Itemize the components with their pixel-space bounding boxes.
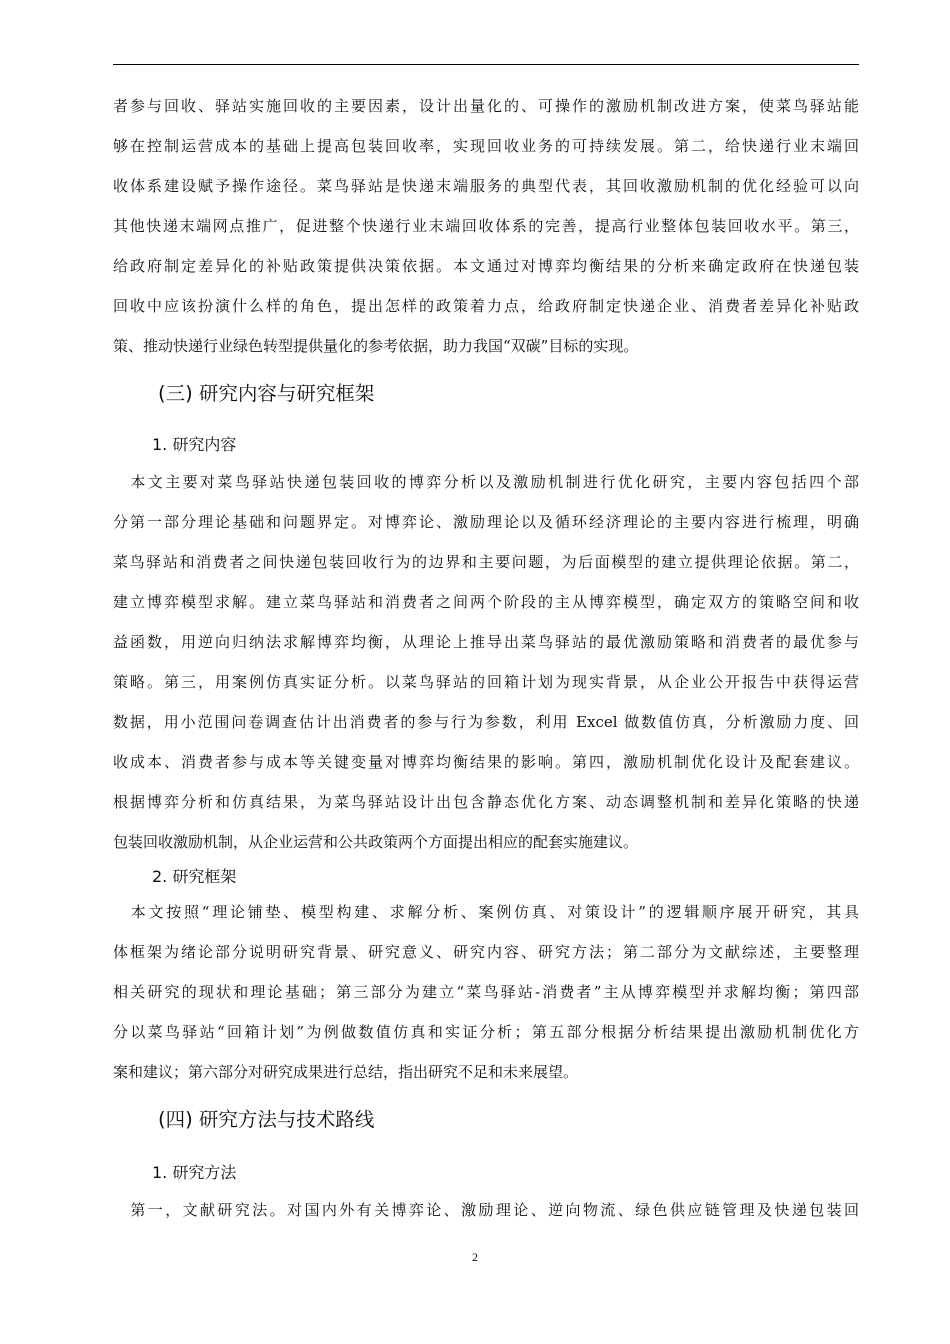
text-line: 案和建议；第六部分对研究成果进行总结，指出研究不足和未来展望。 xyxy=(113,1063,579,1081)
paragraph-significance xyxy=(113,86,859,366)
text-line: 者参与回收、驿站实施回收的主要因素，设计出量化的、可操作的激励机制改进方案，使菜鸟驿站能 xyxy=(113,97,859,115)
subheading-research-content: 1. 研究内容 xyxy=(152,435,237,454)
text-line: 数据，用小范围问卷调查估计出消费者的参与行为参数，利用 Excel 做数值仿真，分析激励力度、回 xyxy=(113,713,859,731)
text-line: 体框架为绪论部分说明研究背景、研究意义、研究内容、研究方法；第二部分为文献综述，主要整理 xyxy=(113,943,859,961)
text-line: 益函数，用逆向归纳法求解博弈均衡，从理论上推导出菜鸟驿站的最优激励策略和消费者的最优参与 xyxy=(113,633,859,651)
text-line: 包装回收激励机制，从企业运营和公共政策两个方面提出相应的配套实施建议。 xyxy=(113,833,639,851)
text-line: 收成本、消费者参与成本等关键变量对博弈均衡结果的影响。第四，激励机制优化设计及配套建议。 xyxy=(113,753,859,771)
text-line: 菜鸟驿站和消费者之间快递包装回收行为的边界和主要问题，为后面模型的建立提供理论依据。第二， xyxy=(113,553,859,571)
text-line: 第一，文献研究法。对国内外有关博弈论、激励理论、逆向物流、绿色供应链管理及快递包装回 xyxy=(113,1201,859,1219)
section-heading-3: (三) 研究内容与研究框架 xyxy=(158,382,375,405)
text-line: 策、推动快递行业绿色转型提供量化的参考依据，助力我国“双碳”目标的实现。 xyxy=(113,337,639,355)
text-line: 回收中应该扮演什么样的角色，提出怎样的政策着力点，给政府制定快递企业、消费者差异化补贴政 xyxy=(113,297,859,315)
text-line: 收体系建设赋予操作途径。菜鸟驿站是快递末端服务的典型代表，其回收激励机制的优化经验可以向 xyxy=(113,177,859,195)
text-line: 本文按照“理论铺垫、模型构建、求解分析、案例仿真、对策设计”的逻辑顺序展开研究，其具 xyxy=(113,903,859,921)
text-line: 策略。第三，用案例仿真实证分析。以菜鸟驿站的回箱计划为现实背景，从企业公开报告中获得运营 xyxy=(113,673,859,691)
text-line: 本文主要对菜鸟驿站快递包装回收的博弈分析以及激励机制进行优化研究，主要内容包括四个部 xyxy=(113,473,859,491)
subheading-research-methods: 1. 研究方法 xyxy=(152,1163,237,1182)
text-line: 够在控制运营成本的基础上提高包装回收率，实现回收业务的可持续发展。第二，给快递行业末端回 xyxy=(113,137,859,155)
text-line: 根据博弈分析和仿真结果，为菜鸟驿站设计出包含静态优化方案、动态调整机制和差异化策略的快递 xyxy=(113,793,859,811)
subheading-research-framework: 2. 研究框架 xyxy=(152,867,237,886)
text-line: 建立博弈模型求解。建立菜鸟驿站和消费者之间两个阶段的主从博弈模型，确定双方的策略空间和收 xyxy=(113,593,859,611)
paragraph-research-framework xyxy=(113,892,859,1092)
text-line: 给政府制定差异化的补贴政策提供决策依据。本文通过对博弈均衡结果的分析来确定政府在快递包装 xyxy=(113,257,859,275)
section-heading-4: (四) 研究方法与技术路线 xyxy=(158,1108,375,1131)
text-line: 其他快递末端网点推广，促进整个快递行业末端回收体系的完善，提高行业整体包装回收水平。第三， xyxy=(113,217,859,235)
header-rule xyxy=(113,64,859,65)
text-line: 相关研究的现状和理论基础；第三部分为建立“菜鸟驿站-消费者”主从博弈模型并求解均衡；第四部 xyxy=(113,983,859,1001)
paragraph-research-methods xyxy=(113,1190,859,1230)
paragraph-research-content xyxy=(113,462,859,862)
page-number: 2 xyxy=(472,1250,478,1264)
text-line: 分以菜鸟驿站“回箱计划”为例做数值仿真和实证分析；第五部分根据分析结果提出激励机制优化方 xyxy=(113,1023,859,1041)
text-line: 分第一部分理论基础和问题界定。对博弈论、激励理论以及循环经济理论的主要内容进行梳理，明确 xyxy=(113,513,859,531)
